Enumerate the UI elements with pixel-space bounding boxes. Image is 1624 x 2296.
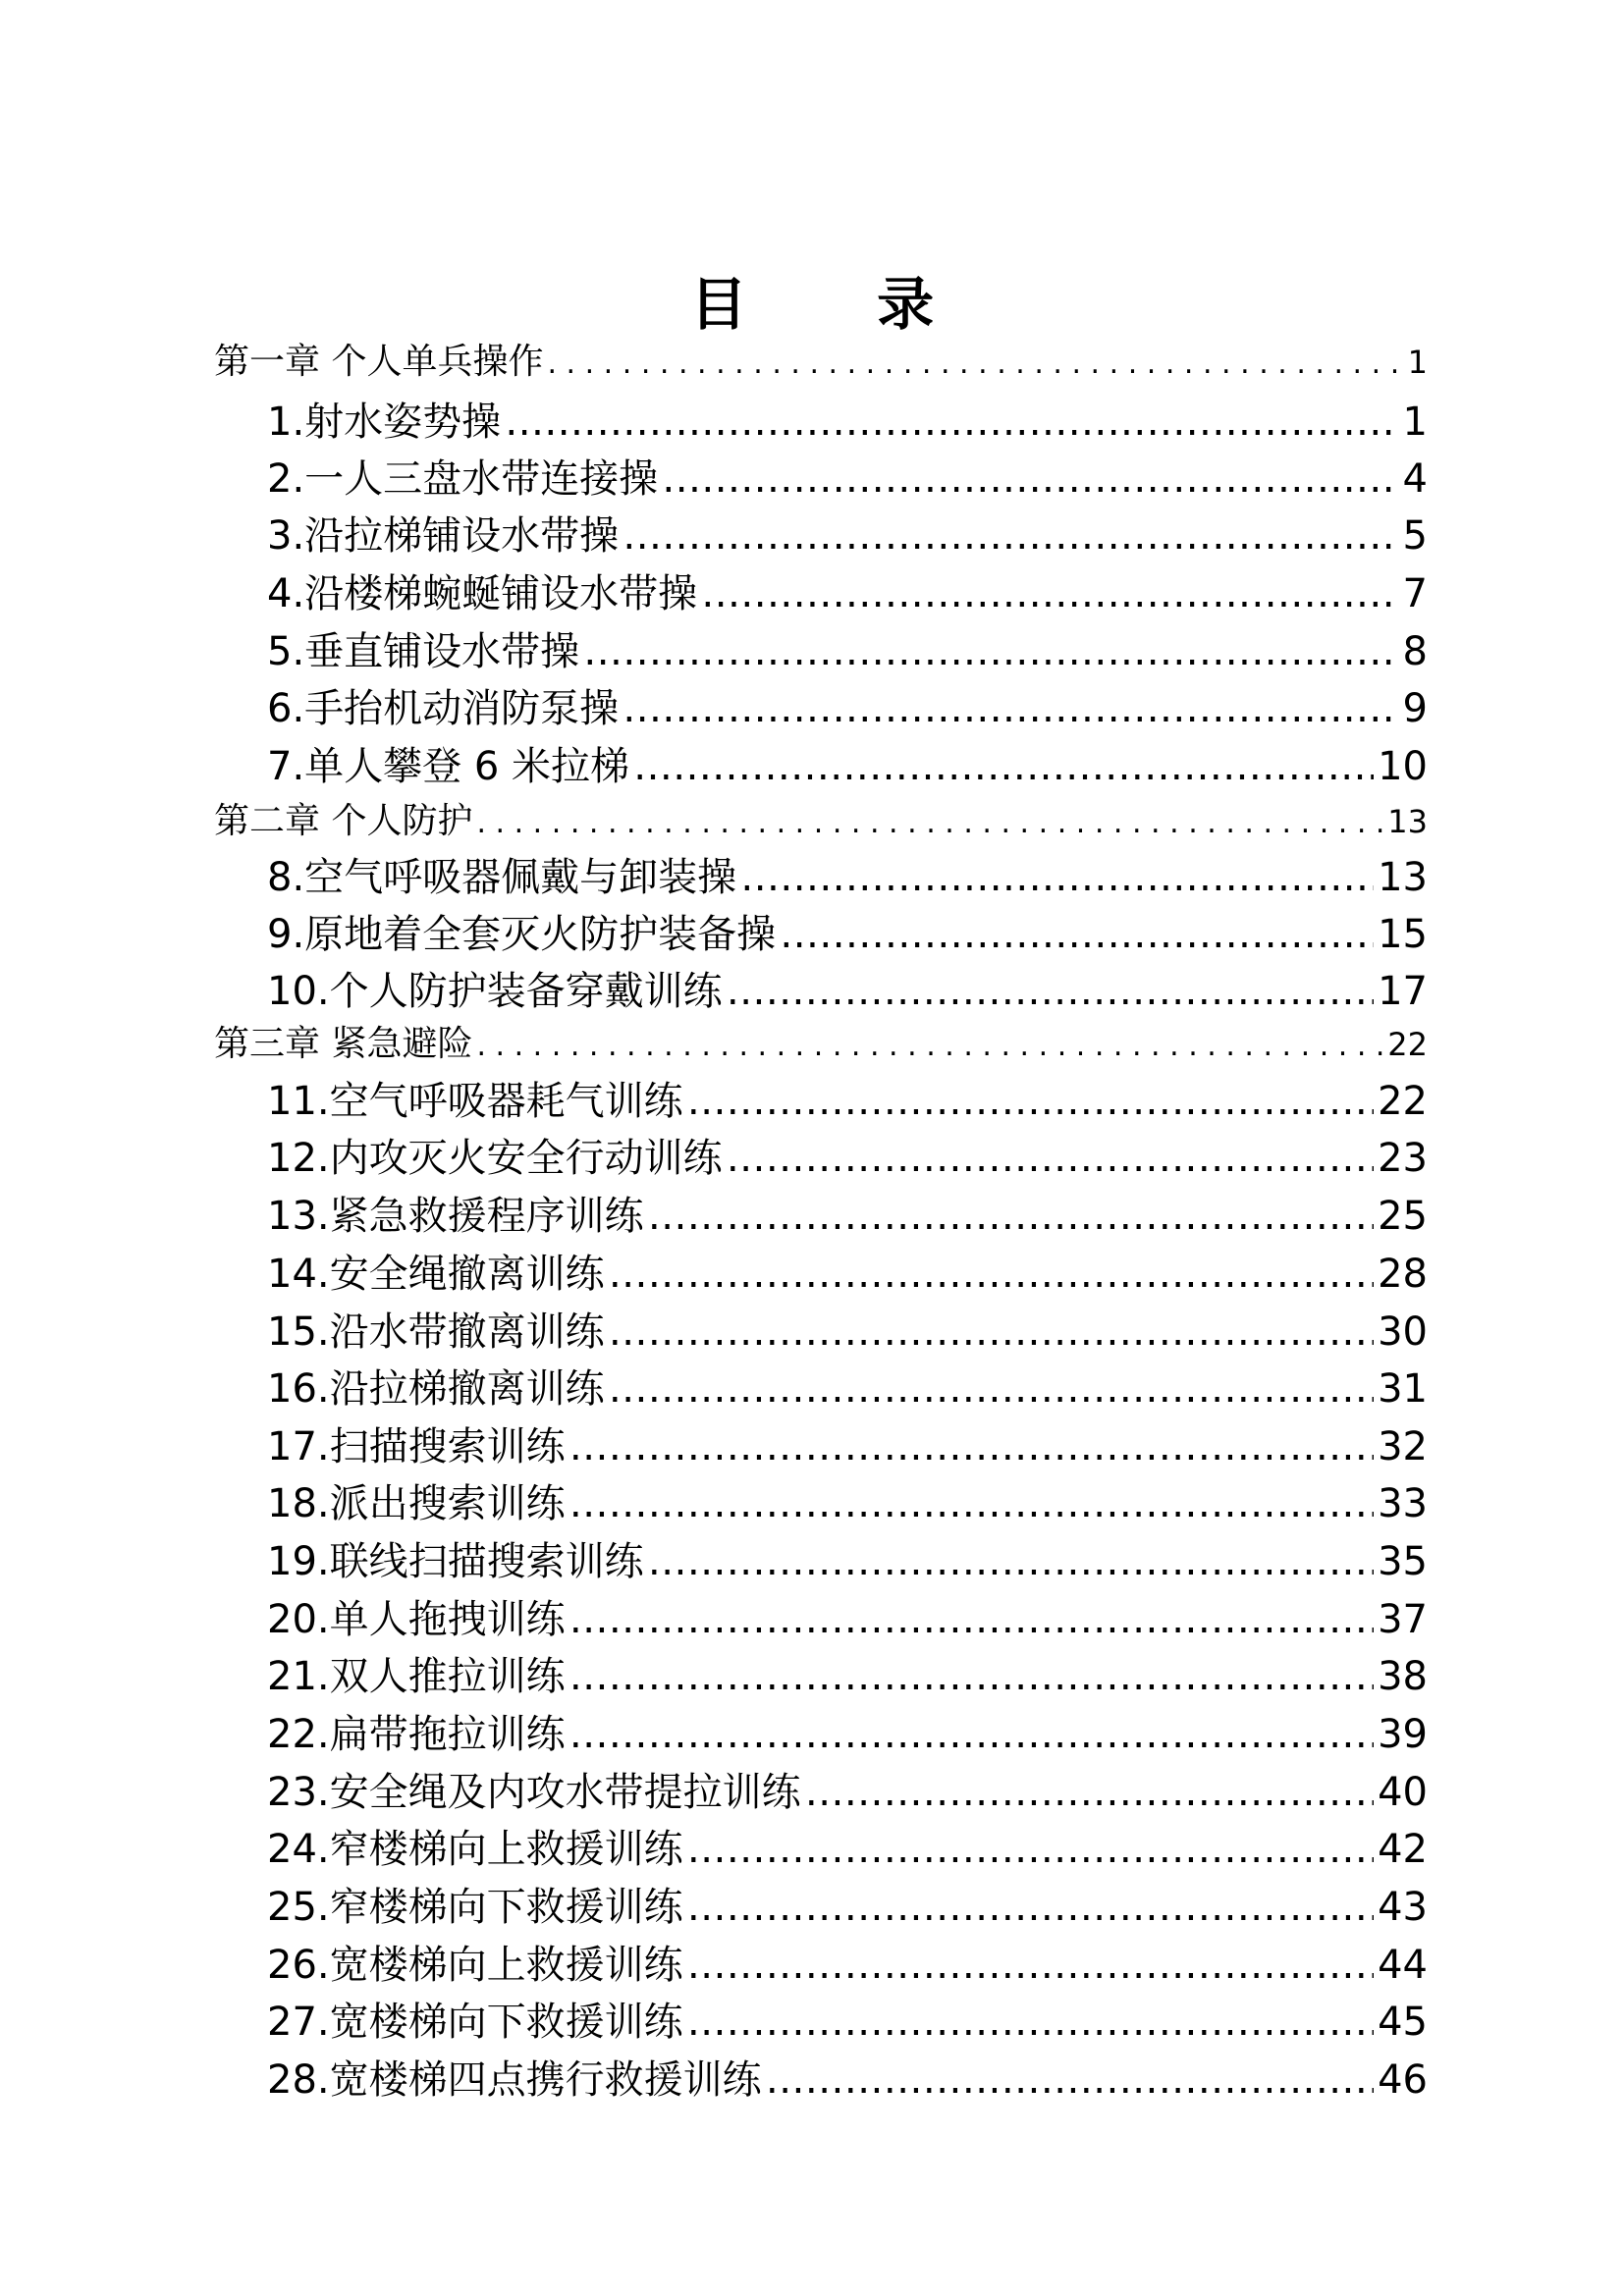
toc-page-number: 33 xyxy=(1378,1481,1428,1526)
toc-item-row[interactable] xyxy=(267,620,1428,677)
toc-entry-label: 6.手抬机动消防泵操 xyxy=(267,686,620,731)
toc-entry-label: 23.安全绳及内攻水带提拉训练 xyxy=(267,1770,801,1815)
toc-item-row[interactable] xyxy=(267,1703,1428,1760)
toc-item-row[interactable] xyxy=(267,1070,1428,1127)
toc-dot-leader xyxy=(569,1424,1374,1469)
toc-page-number: 1 xyxy=(1407,344,1428,381)
toc-entry-label: 24.窄楼梯向上救援训练 xyxy=(267,1827,683,1872)
toc-entry-label: 7.单人攀登 6 米拉梯 xyxy=(267,744,630,789)
toc-dot-leader xyxy=(662,456,1398,502)
toc-page-number: 37 xyxy=(1378,1597,1428,1642)
toc-page-number: 28 xyxy=(1378,1252,1428,1297)
toc-entry-label: 18.派出搜索训练 xyxy=(267,1481,566,1526)
toc-item-row[interactable] xyxy=(267,846,1428,903)
toc-dot-leader xyxy=(648,1539,1374,1584)
toc-page-number: 46 xyxy=(1378,2057,1428,2103)
toc-item-row[interactable] xyxy=(267,448,1428,505)
toc-page-number: 9 xyxy=(1402,686,1428,731)
toc-page-number: 13 xyxy=(1378,855,1428,900)
toc-dot-leader xyxy=(569,1481,1374,1526)
toc-entry-label: 5.垂直铺设水带操 xyxy=(267,629,580,674)
toc-dot-leader xyxy=(609,1252,1374,1297)
toc-page-number: 4 xyxy=(1402,456,1428,502)
toc-item-row[interactable] xyxy=(267,1415,1428,1472)
toc-page-number: 22 xyxy=(1378,1079,1428,1124)
toc-item-row[interactable] xyxy=(267,2049,1428,2106)
toc-page-number: 40 xyxy=(1378,1770,1428,1815)
page-title: 目 录 xyxy=(689,271,990,338)
toc-page-number: 31 xyxy=(1378,1366,1428,1412)
toc-page-number: 43 xyxy=(1378,1885,1428,1930)
toc-dot-leader xyxy=(476,1024,1383,1064)
toc-item-row[interactable] xyxy=(267,1185,1428,1242)
toc-entry-label: 10.个人防护装备穿戴训练 xyxy=(267,969,723,1014)
toc-page-number: 38 xyxy=(1378,1654,1428,1699)
toc-entry-label: 16.沿拉梯撤离训练 xyxy=(267,1366,605,1412)
toc-entry-label: 26.宽楼梯向上救援训练 xyxy=(267,1943,683,1988)
toc-dot-leader xyxy=(623,513,1398,559)
toc-entry-label: 27.宽楼梯向下救援训练 xyxy=(267,2000,683,2045)
toc-dot-leader xyxy=(583,629,1398,674)
toc-dot-leader xyxy=(505,400,1398,445)
toc-page-number: 45 xyxy=(1378,2000,1428,2045)
toc-entry-label: 11.空气呼吸器耗气训练 xyxy=(267,1079,683,1124)
toc-dot-leader xyxy=(648,1194,1374,1239)
toc-dot-leader xyxy=(727,1136,1374,1181)
toc-entry-label: 20.单人拖拽训练 xyxy=(267,1597,566,1642)
toc-entry-label: 12.内攻灭火安全行动训练 xyxy=(267,1136,723,1181)
toc-entry-label: 28.宽楼梯四点携行救援训练 xyxy=(267,2057,762,2103)
toc-dot-leader xyxy=(569,1712,1374,1757)
toc-page-number: 22 xyxy=(1387,1026,1428,1063)
toc-entry-label: 2.一人三盘水带连接操 xyxy=(267,456,659,502)
toc-item-row[interactable] xyxy=(267,1127,1428,1184)
toc-dot-leader xyxy=(569,1654,1374,1699)
toc-item-row[interactable] xyxy=(267,960,1428,1017)
toc-item-row[interactable] xyxy=(267,1934,1428,1991)
toc-page-number: 13 xyxy=(1387,803,1428,840)
toc-page-number: 17 xyxy=(1378,969,1428,1014)
toc-entry-label: 17.扫描搜索训练 xyxy=(267,1424,566,1469)
toc-entry-label: 21.双人推拉训练 xyxy=(267,1654,566,1699)
toc-item-row[interactable] xyxy=(267,562,1428,619)
toc-dot-leader xyxy=(476,801,1383,841)
toc-chapter-row[interactable] xyxy=(214,334,1428,385)
toc-entry-label: 19.联线扫描搜索训练 xyxy=(267,1539,644,1584)
toc-item-row[interactable] xyxy=(267,1472,1428,1529)
toc-item-row[interactable] xyxy=(267,1588,1428,1645)
toc-item-row[interactable] xyxy=(267,1761,1428,1818)
toc-dot-leader xyxy=(609,1366,1374,1412)
toc-entry-label: 13.紧急救援程序训练 xyxy=(267,1194,644,1239)
toc-item-row[interactable] xyxy=(267,1530,1428,1587)
toc-entry-label: 15.沿水带撤离训练 xyxy=(267,1309,605,1355)
toc-entry-label: 25.窄楼梯向下救援训练 xyxy=(267,1885,683,1930)
toc-chapter-row[interactable] xyxy=(214,1016,1428,1067)
toc-page-number: 15 xyxy=(1378,912,1428,957)
toc-page-number: 8 xyxy=(1402,629,1428,674)
toc-page-number: 30 xyxy=(1378,1309,1428,1355)
toc-entry-label: 22.扁带拖拉训练 xyxy=(267,1712,566,1757)
toc-entry-label: 1.射水姿势操 xyxy=(267,400,502,445)
toc-item-row[interactable] xyxy=(267,1243,1428,1300)
toc-entry-label: 第一章 个人单兵操作 xyxy=(214,342,544,382)
toc-page-number: 44 xyxy=(1378,1943,1428,1988)
toc-dot-leader xyxy=(633,744,1374,789)
toc-dot-leader xyxy=(805,1770,1374,1815)
toc-dot-leader xyxy=(547,342,1403,382)
toc-page-number: 42 xyxy=(1378,1827,1428,1872)
toc-item-row[interactable] xyxy=(267,391,1428,448)
toc-dot-leader xyxy=(780,912,1374,957)
toc-page-number: 25 xyxy=(1378,1194,1428,1239)
toc-item-row[interactable] xyxy=(267,1645,1428,1702)
toc-dot-leader xyxy=(766,2057,1374,2103)
toc-item-row[interactable] xyxy=(267,1991,1428,2048)
toc-page-number: 39 xyxy=(1378,1712,1428,1757)
toc-page-number: 7 xyxy=(1402,571,1428,616)
toc-item-row[interactable] xyxy=(267,1301,1428,1358)
toc-item-row[interactable] xyxy=(267,735,1428,792)
toc-entry-label: 4.沿楼梯蜿蜒铺设水带操 xyxy=(267,571,698,616)
toc-entry-label: 第三章 紧急避险 xyxy=(214,1024,473,1064)
toc-entry-label: 第二章 个人防护 xyxy=(214,801,473,841)
toc-entry-label: 9.原地着全套灭火防护装备操 xyxy=(267,912,777,957)
toc-item-row[interactable] xyxy=(267,1818,1428,1875)
toc-dot-leader xyxy=(687,2000,1374,2045)
toc-dot-leader xyxy=(727,969,1374,1014)
toc-page-number: 35 xyxy=(1378,1539,1428,1584)
toc-entry-label: 8.空气呼吸器佩戴与卸装操 xyxy=(267,855,737,900)
toc-dot-leader xyxy=(569,1597,1374,1642)
toc-chapter-row[interactable] xyxy=(214,793,1428,844)
toc-page-number: 10 xyxy=(1378,744,1428,789)
toc-page-number: 5 xyxy=(1402,513,1428,559)
toc-dot-leader xyxy=(687,1079,1374,1124)
toc-page-number: 1 xyxy=(1402,400,1428,445)
toc-dot-leader xyxy=(623,686,1398,731)
toc-dot-leader xyxy=(687,1943,1374,1988)
toc-item-row[interactable] xyxy=(267,505,1428,561)
toc-dot-leader xyxy=(701,571,1398,616)
toc-item-row[interactable] xyxy=(267,1358,1428,1415)
toc-dot-leader xyxy=(687,1885,1374,1930)
toc-item-row[interactable] xyxy=(267,1876,1428,1933)
toc-item-row[interactable] xyxy=(267,903,1428,960)
toc-dot-leader xyxy=(609,1309,1374,1355)
toc-dot-leader xyxy=(740,855,1374,900)
toc-entry-label: 3.沿拉梯铺设水带操 xyxy=(267,513,620,559)
toc-page-number: 23 xyxy=(1378,1136,1428,1181)
toc-dot-leader xyxy=(687,1827,1374,1872)
toc-page-number: 32 xyxy=(1378,1424,1428,1469)
toc-entry-label: 14.安全绳撤离训练 xyxy=(267,1252,605,1297)
toc-item-row[interactable] xyxy=(267,677,1428,734)
